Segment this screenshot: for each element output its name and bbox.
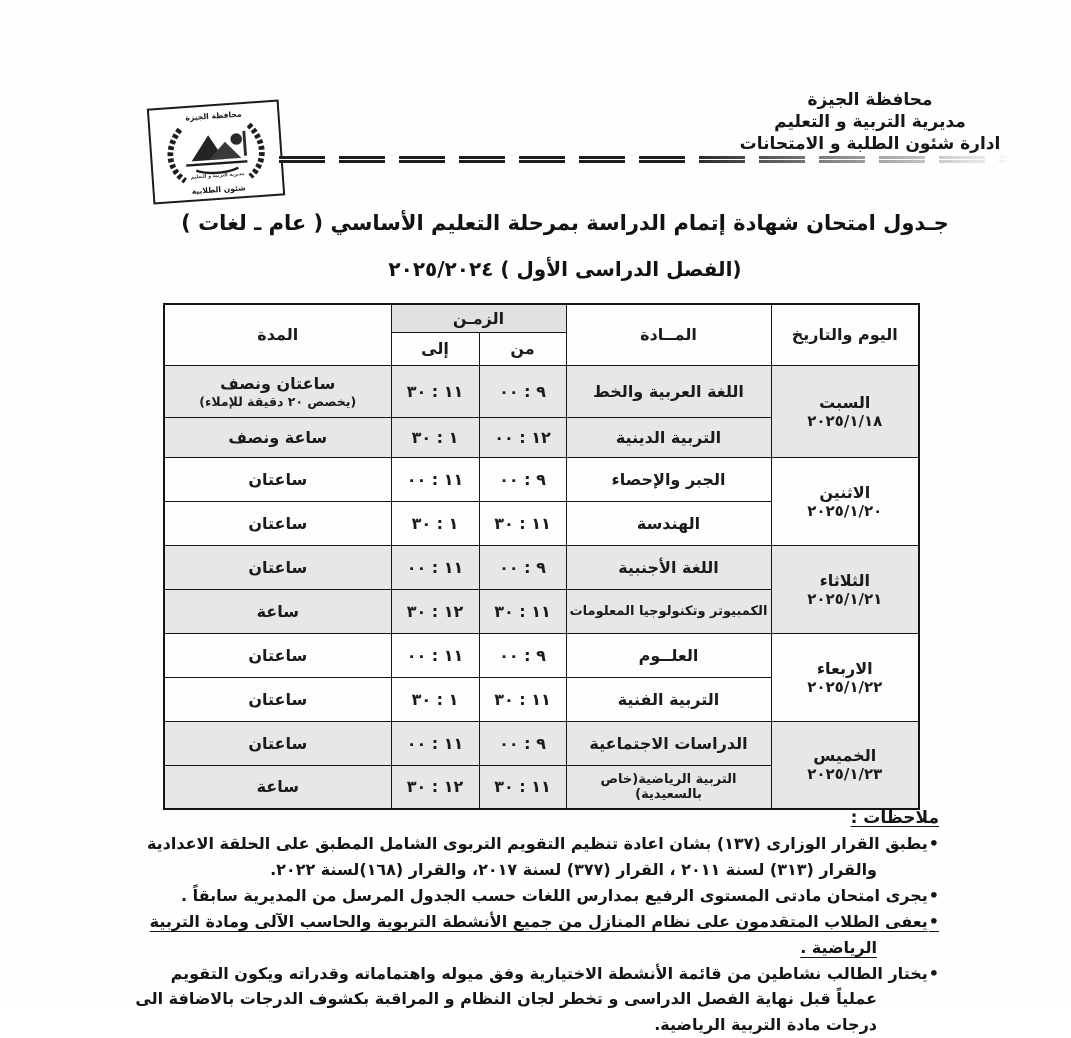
logo-bottom-text: شئون الطلابية [191, 183, 246, 197]
subject-cell: الدراسات الاجتماعية [566, 721, 771, 765]
time-to-cell [391, 457, 479, 501]
school-affairs-logo [147, 100, 285, 205]
duration-value: ساعتان ونصف [220, 373, 336, 393]
time-to-cell [391, 501, 479, 545]
day-cell [771, 633, 919, 721]
subject-cell: التربية الرياضية(خاص بالسعيدية) [566, 765, 771, 809]
time-from-cell [479, 457, 566, 501]
day-date: ٢٠٢٥/١/٢٣ [807, 765, 883, 784]
time-to-cell [391, 365, 479, 417]
note-item: • يطبق القرار الوزارى (١٣٧) بشان اعادة تنظيم التقويم التربوى الشامل المطبق على الحلقة الاعدادية والقرار (٣١٣) لسنة ٢٠١١ ، القرار (٣٧٧) لسنة ٢٠١٧، والقرار (١٦٨)لسنة ٢٠٢٢. [131, 831, 939, 883]
note-item: • يختار الطالب نشاطين من قائمة الأنشطة الاختيارية وفق ميوله واهتماماته وقدراته ويكون التقويم عملياً قبل نهاية الفصل الدراسى و تخطر لجان النظام و المراقبة بكشوف الدرجات بالاضافة الى درجات مادة التربية الرياضية. [131, 961, 939, 1038]
logo-middle-text: مديرية التربية و التعليم [190, 171, 245, 181]
duration-cell: ساعة ونصف [164, 417, 391, 457]
subject-cell: التربية الدينية [566, 417, 771, 457]
time-from-cell [479, 677, 566, 721]
duration-cell: ساعة [164, 589, 391, 633]
time-to-value: ١ : ٣٠ [411, 689, 459, 709]
logo-emblem-svg [149, 102, 283, 203]
col-header-day-date: اليوم والتاريخ [771, 304, 919, 365]
col-header-to: إلى [391, 332, 479, 365]
time-from-cell [479, 545, 566, 589]
time-to-value: ١١ : ٠٠ [406, 557, 464, 577]
logo-top-text: محافظة الجيزة [185, 109, 242, 123]
time-from-value: ٩ : ٠٠ [499, 469, 546, 489]
dome-icon [230, 133, 242, 145]
table-row [164, 721, 919, 765]
time-from-cell [479, 417, 566, 457]
day-cell [771, 457, 919, 545]
duration-cell: ساعتان [164, 677, 391, 721]
subject-cell: الكمبيوتر وتكنولوجيا المعلومات [566, 589, 771, 633]
day-cell [771, 545, 919, 633]
time-to-value: ١ : ٣٠ [411, 427, 459, 447]
org-line-administration: ادارة شئون الطلبة و الامتحانات [739, 133, 1001, 154]
day-cell [771, 365, 919, 457]
notes-heading: ملاحظات : [850, 808, 939, 828]
duration-cell [164, 365, 391, 417]
time-from-value: ٩ : ٠٠ [499, 733, 546, 753]
col-header-subject: المــادة [566, 304, 771, 365]
day-date: ٢٠٢٥/١/٢٠ [807, 501, 883, 520]
table-row [164, 545, 919, 589]
time-to-value: ١ : ٣٠ [411, 513, 459, 533]
time-to-value: ١١ : ٠٠ [406, 645, 464, 665]
subject-cell: العلــوم [566, 633, 771, 677]
duration-cell: ساعتان [164, 633, 391, 677]
time-to-cell [391, 721, 479, 765]
duration-cell: ساعتان [164, 721, 391, 765]
day-cell [771, 721, 919, 809]
time-to-value: ١٢ : ٣٠ [406, 601, 464, 621]
time-from-cell [479, 633, 566, 677]
subject-cell: الجبر والإحصاء [566, 457, 771, 501]
time-to-cell [391, 545, 479, 589]
time-to-cell [391, 417, 479, 457]
wreath-left-branch [169, 129, 186, 182]
day-date: ٢٠٢٥/١/٢١ [807, 589, 883, 608]
time-from-value: ٩ : ٠٠ [499, 645, 546, 665]
minaret-icon [242, 131, 247, 156]
col-header-time: الزمـن [391, 304, 566, 332]
time-from-cell [479, 501, 566, 545]
org-line-governorate: محافظة الجيزة [807, 90, 933, 110]
dashed-rule [279, 156, 1007, 163]
day-date: ٢٠٢٥/١/١٨ [807, 411, 883, 430]
time-to-cell [391, 765, 479, 809]
wreath-right-branch [247, 124, 264, 177]
time-from-cell [479, 589, 566, 633]
page-title: جـدول امتحان شهادة إتمام الدراسة بمرحلة التعليم الأساسي ( عام ـ لغات ) [181, 211, 949, 235]
day-date: ٢٠٢٥/١/٢٢ [807, 677, 883, 696]
semester-subtitle: (الفصل الدراسى الأول ) ٢٠٢٥/٢٠٢٤ [388, 257, 742, 281]
subject-cell: التربية الفنية [566, 677, 771, 721]
notes-section [131, 808, 939, 1038]
org-header [690, 90, 1050, 155]
day-name: الخميس [813, 746, 877, 766]
duration-cell: ساعتان [164, 501, 391, 545]
time-from-value: ١٢ : ٠٠ [494, 427, 551, 447]
time-from-value: ٩ : ٠٠ [499, 557, 546, 577]
base-line [186, 161, 247, 165]
col-header-from: من [479, 332, 566, 365]
duration-cell: ساعتان [164, 457, 391, 501]
time-to-value: ١١ : ٣٠ [406, 381, 464, 401]
time-from-value: ١١ : ٣٠ [494, 513, 551, 533]
time-to-value: ١١ : ٠٠ [406, 469, 464, 489]
org-line-directorate: مديرية التربية و التعليم [774, 111, 966, 132]
note-item: • يجرى امتحان مادتى المستوى الرفيع بمدارس اللغات حسب الجدول المرسل من المديرية سابقاً . [131, 883, 939, 909]
subject-cell: اللغة العربية والخط [566, 365, 771, 417]
time-to-cell [391, 677, 479, 721]
day-name: الاثنين [819, 482, 871, 502]
col-header-duration: المدة [164, 304, 391, 365]
time-to-cell [391, 633, 479, 677]
duration-cell: ساعتان [164, 545, 391, 589]
day-name: الثلاثاء [819, 570, 870, 590]
duration-note: (يخصص ٢٠ دقيقة للإملاء) [199, 393, 357, 409]
exam-schedule-table [163, 303, 920, 810]
table-row [164, 365, 919, 417]
time-from-value: ١١ : ٣٠ [494, 777, 551, 797]
time-to-cell [391, 589, 479, 633]
table-row [164, 457, 919, 501]
time-from-cell [479, 765, 566, 809]
day-name: السبت [819, 392, 871, 412]
subject-cell: الهندسة [566, 501, 771, 545]
time-from-value: ١١ : ٣٠ [494, 689, 551, 709]
day-name: الاربعاء [816, 658, 873, 678]
time-from-cell [479, 721, 566, 765]
time-from-value: ١١ : ٣٠ [494, 601, 551, 621]
note-item: • يعفى الطلاب المتقدمون على نظام المنازل من جميع الأنشطة التربوية والحاسب الآلى ومادة التربية الرياضية . [131, 909, 939, 961]
table-row [164, 633, 919, 677]
duration-cell: ساعة [164, 765, 391, 809]
subject-cell: اللغة الأجنبية [566, 545, 771, 589]
time-to-value: ١٢ : ٣٠ [406, 777, 464, 797]
time-to-value: ١١ : ٠٠ [406, 733, 464, 753]
time-from-value: ٩ : ٠٠ [499, 381, 546, 401]
time-from-cell [479, 365, 566, 417]
